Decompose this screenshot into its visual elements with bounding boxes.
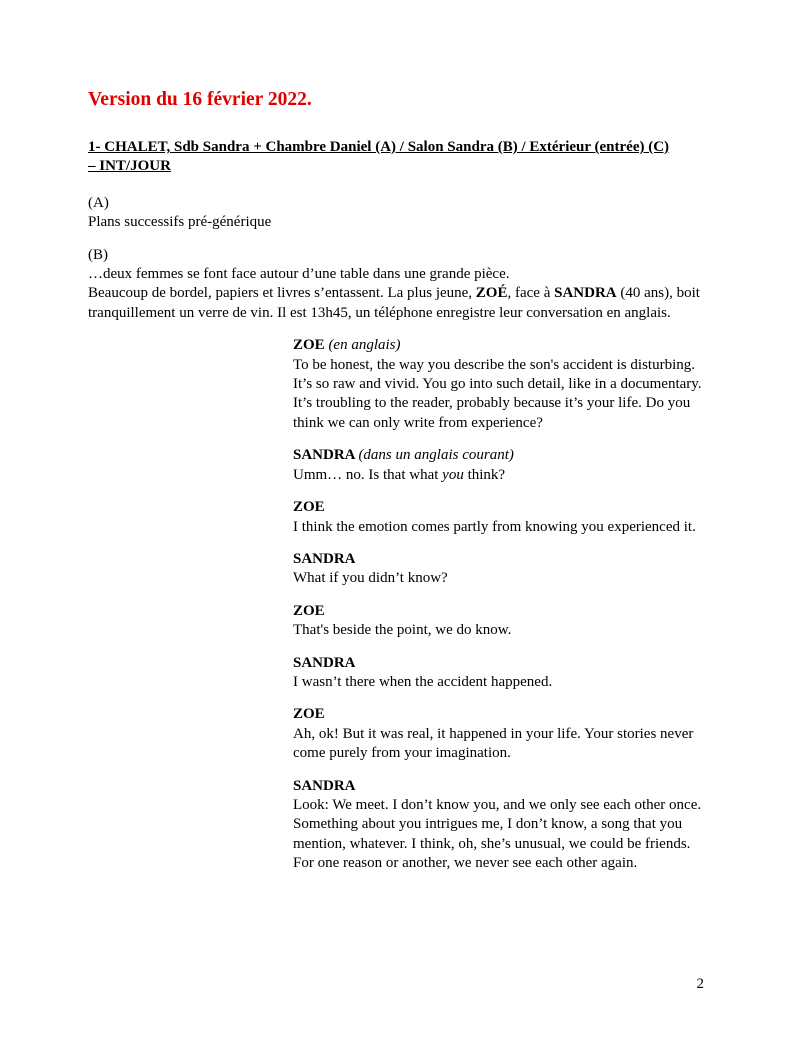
script-content <box>88 194 708 874</box>
blank-line <box>88 641 708 654</box>
version-title: Version du 16 février 2022. <box>88 89 312 110</box>
character-cue: SANDRA (dans un anglais courant) <box>293 447 514 464</box>
action-text: (A) <box>88 194 109 211</box>
blank-line <box>88 323 708 336</box>
dialogue-text: Umm… no. Is that what you think? <box>293 466 506 483</box>
action-text: (B) <box>88 246 108 263</box>
character-cue: SANDRA <box>293 654 356 671</box>
scene-heading-line1: 1- CHALET, Sdb Sandra + Chambre Daniel (A) / Salon Sandra (B) / Extérieur (entrée) (C) <box>88 139 670 155</box>
scene-heading <box>88 138 708 177</box>
page-number: 2 <box>696 975 704 992</box>
dialogue-text: Look: We meet. I don’t know you, and we only see each other once. Something about you intrigues me, I don’t know, a song that you mention, whatever. I think, oh, she’s unusual, we could be friends. For one reason or another, we never see each other again. <box>293 796 702 872</box>
action-text: …deux femmes se font face autour d’une table dans une grande pièce. <box>88 266 510 283</box>
blank-line <box>88 692 708 705</box>
dialogue-text: That's beside the point, we do know. <box>293 622 512 639</box>
scene-heading-line2: – INT/JOUR <box>88 158 171 175</box>
blank-line <box>88 485 708 498</box>
character-cue: ZOE <box>293 602 325 619</box>
dialogue-text: Ah, ok! But it was real, it happened in your life. Your stories never come purely from your imagination. <box>293 725 694 762</box>
dialogue-text: What if you didn’t know? <box>293 570 448 587</box>
blank-line <box>88 537 708 550</box>
page-margins <box>88 0 708 874</box>
character-cue: ZOE (en anglais) <box>293 337 401 354</box>
blank-line <box>88 589 708 602</box>
character-cue: ZOE <box>293 499 325 516</box>
character-cue: SANDRA <box>293 550 356 567</box>
dialogue-text: To be honest, the way you describe the son's accident is disturbing. It’s so raw and vivid. You go into such detail, like in a documentary. It’s troubling to the reader, probably because it’s your life. Do you think we can only write from experience? <box>293 356 702 431</box>
dialogue-text: I wasn’t there when the accident happened. <box>293 673 553 690</box>
action-text: Beaucoup de bordel, papiers et livres s’entassent. La plus jeune, ZOÉ, face à SANDRA (40 ans), boit tranquillement un verre de vin. Il est 13h45, un téléphone enregistre leur conversation en anglais. <box>88 285 700 321</box>
blank-line <box>88 764 708 777</box>
character-cue: ZOE <box>293 706 325 723</box>
character-cue: SANDRA <box>293 777 356 794</box>
blank-line <box>88 433 708 446</box>
action-text: Plans successifs pré-générique <box>88 214 272 231</box>
dialogue-text: I think the emotion comes partly from knowing you experienced it. <box>293 518 696 535</box>
blank-line <box>88 233 708 246</box>
